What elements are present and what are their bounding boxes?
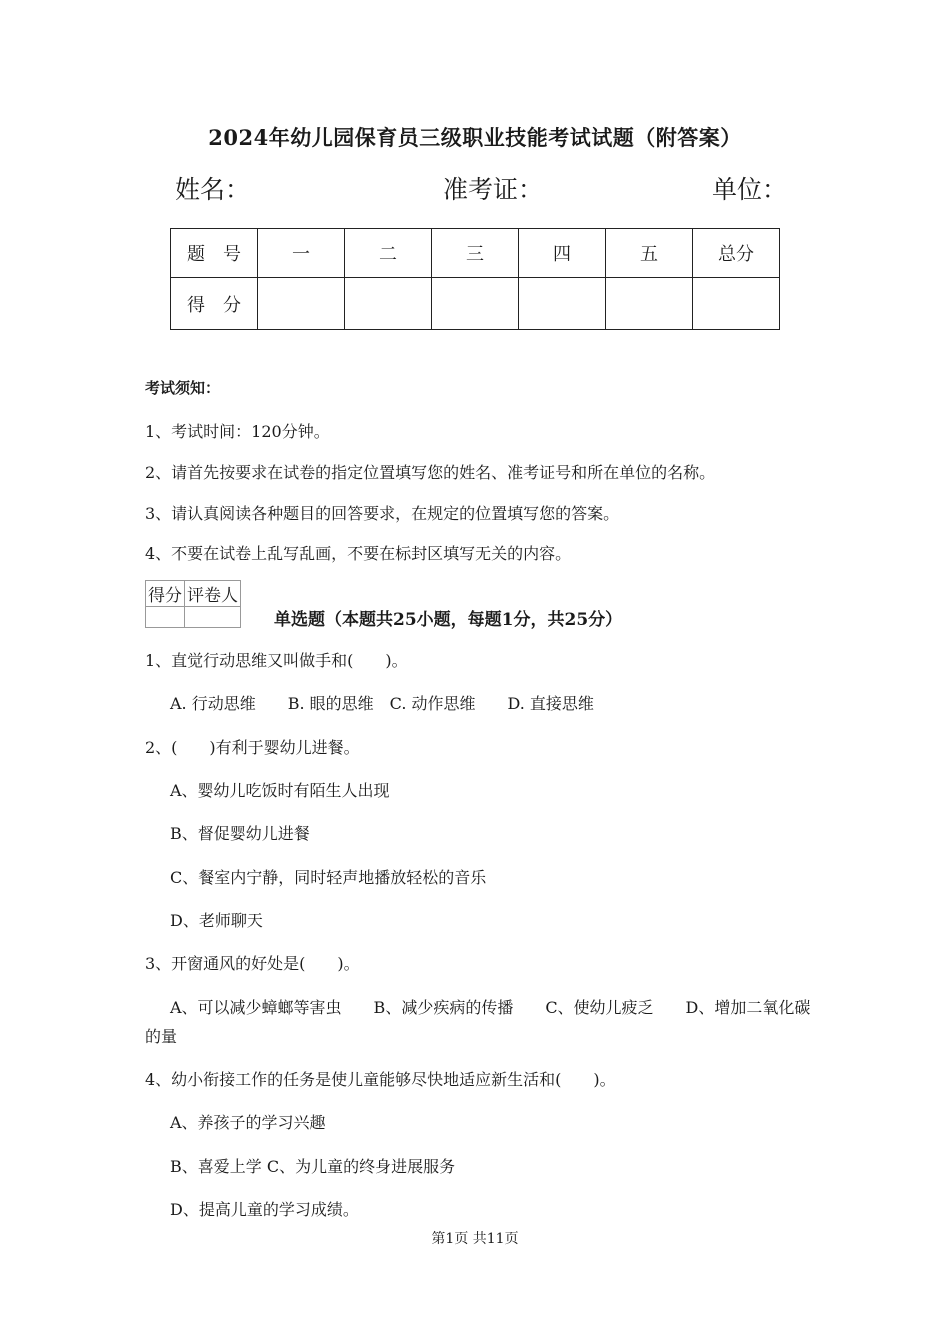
question-1-options: A. 行动思维 B. 眼的思维 C. 动作思维 D. 直接思维 [170, 694, 594, 713]
grader-score-cell [146, 607, 185, 628]
grader-score-label: 得分 [146, 581, 185, 607]
question-3-stem: 3、开窗通风的好处是( )。 [145, 954, 360, 973]
score-cell [519, 278, 606, 330]
question-3-options-continued: 的量 [145, 1027, 178, 1046]
question-2-stem: 2、( )有利于婴幼儿进餐。 [145, 738, 360, 757]
score-cell [345, 278, 432, 330]
question-2-option-d: D、老师聊天 [170, 911, 263, 930]
score-cell [432, 278, 519, 330]
section-heading: 单选题（本题共25小题，每题1分，共25分） [274, 610, 623, 630]
exam-id-field-label: 准考证： [443, 175, 544, 204]
note-item: 2、请首先按要求在试卷的指定位置填写您的姓名、准考证号和所在单位的名称。 [145, 463, 716, 482]
score-cell [258, 278, 345, 330]
question-1-stem: 1、直觉行动思维又叫做手和( )。 [145, 651, 408, 670]
score-table-header-row [171, 229, 780, 278]
question-4-option-a: A、养孩子的学习兴趣 [170, 1113, 326, 1132]
question-2-option-b: B、督促婴幼儿进餐 [170, 824, 310, 843]
question-2-option-a: A、婴幼儿吃饭时有陌生人出现 [170, 781, 390, 800]
score-table-header-cell: 四 [519, 229, 606, 278]
note-item: 3、请认真阅读各种题目的回答要求，在规定的位置填写您的答案。 [145, 504, 620, 523]
note-item: 1、考试时间：120分钟。 [145, 422, 330, 441]
unit-field-label: 单位： [712, 175, 788, 204]
score-cell [693, 278, 780, 330]
page-footer: 第1页 共11页 [431, 1231, 519, 1247]
score-table-header-cell: 二 [345, 229, 432, 278]
notes-heading: 考试须知： [145, 379, 221, 397]
score-cell [606, 278, 693, 330]
score-table-header-cell: 三 [432, 229, 519, 278]
document-title: 2024年幼儿园保育员三级职业技能考试试题（附答案） [208, 125, 742, 150]
question-4-option-bc: B、喜爱上学 C、为儿童的终身进展服务 [170, 1157, 456, 1176]
score-table-header-cell: 总分 [693, 229, 780, 278]
note-item: 4、不要在试卷上乱写乱画，不要在标封区填写无关的内容。 [145, 544, 572, 563]
question-4-option-d: D、提高儿童的学习成绩。 [170, 1200, 359, 1219]
score-table-score-row [171, 278, 780, 330]
question-4-stem: 4、幼小衔接工作的任务是使儿童能够尽快地适应新生活和( )。 [145, 1070, 616, 1089]
question-3-options: A、可以减少蟑螂等害虫 B、减少疾病的传播 C、使幼儿疲乏 D、增加二氧化碳 [170, 998, 811, 1017]
score-table [170, 228, 780, 330]
question-2-option-c: C、餐室内宁静，同时轻声地播放轻松的音乐 [170, 868, 487, 887]
score-table-header-cell: 题 号 [171, 229, 258, 278]
score-table-header-cell: 一 [258, 229, 345, 278]
score-table-row-label: 得 分 [171, 278, 258, 330]
score-table-header-cell: 五 [606, 229, 693, 278]
grader-box [145, 580, 241, 628]
grader-reviewer-cell [185, 607, 241, 628]
name-field-label: 姓名： [175, 175, 251, 204]
grader-reviewer-label: 评卷人 [185, 581, 241, 607]
